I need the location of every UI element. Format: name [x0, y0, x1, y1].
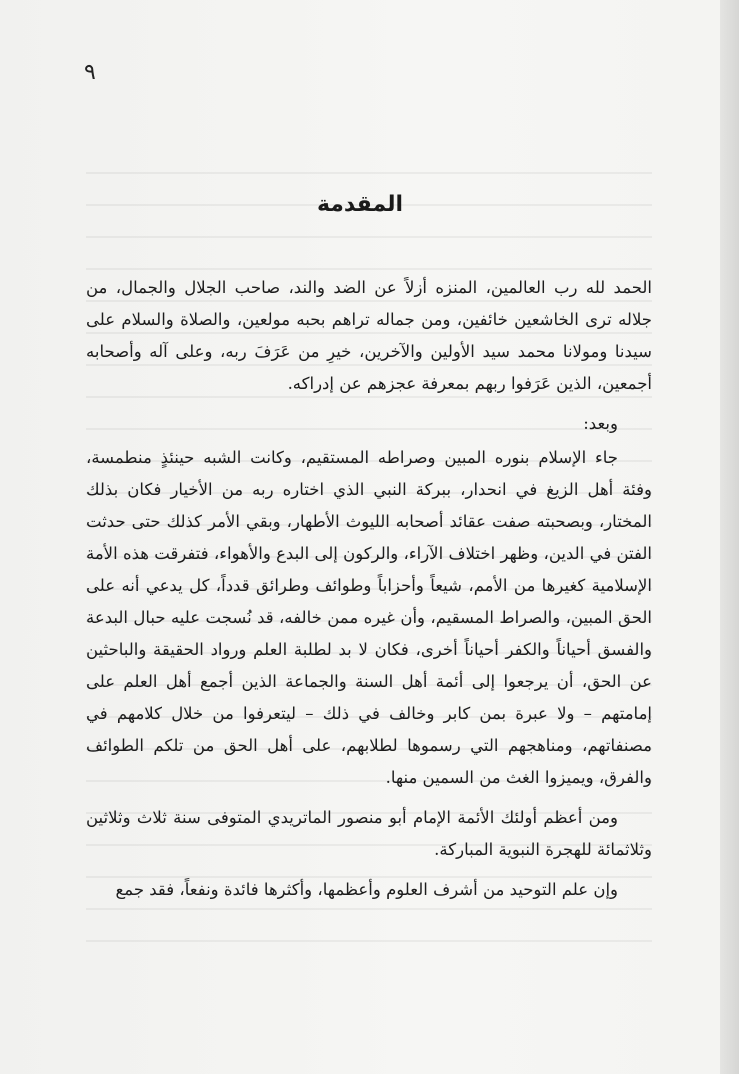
- body-text: [86, 272, 652, 914]
- page-edge: [720, 0, 739, 1074]
- paragraph-tawhid: وإن علم التوحيد من أشرف العلوم وأعظمها، وأكثرها فائدة ونفعاً، فقد جمع: [115, 880, 618, 899]
- chapter-heading: المقدمة: [316, 192, 404, 217]
- paragraph-opening: الحمد لله رب العالمين، المنزه أزلاً عن الضد والند، صاحب الجلال والجمال، من جلاله ترى الخاشعين خائفين، ومن جماله تراهم بحبه مولعين، والصلاة والسلام على سيدنا ومولانا محمد سيد الأولين والآخرين، خيرِ من عَرَفَ ربه، وعلى آله وأصحابه أجمعين، الذين عَرَفوا ربهم بمعرفة عجزهم عن إدراكه.: [86, 278, 652, 393]
- page-number: ٩: [84, 60, 96, 85]
- paragraph-wabaad: وبعد:: [583, 414, 618, 433]
- paragraph-maturidi: ومن أعظم أولئك الأئمة الإمام أبو منصور الماتريدي المتوفى سنة ثلاث وثلاثين وثلاثمائة للهجرة النبوية المباركة.: [86, 808, 652, 859]
- paragraph-main: جاء الإسلام بنوره المبين وصراطه المستقيم، وكانت الشبه حينئذٍ منطمسة، وفئة أهل الزيغ في انحدار، ببركة النبي الذي اختاره ربه من الأخيار فكان بذلك المختار، وبصحبته صفت عقائد أصحابه الليوث الأطهار، وبقي الأمر كذلك حتى حدثت الفتن في الدين، وظهر اختلاف الآراء، والركون إلى البدع والأهواء، فتفرقت هذه الأمة الإسلامية كغيرها من الأمم، شيعاً وأحزاباً وطوائف وطرائق قدداً، كل يدعي أنه على الحق المبين، والصراط المسقيم، وأن غيره ممن خالفه، قد نُسجت عليه حبال البدعة والفسق أحياناً والكفر أحياناً أخرى، فكان لا بد لطلبة العلم ورواد الحقيقة والباحثين عن الحق، أن يرجعوا إلى أئمة أهل السنة والجماعة الذين أجمع أهل العلم على إمامتهم – ولا عبرة بمن كابر وخالف في ذلك – ليتعرفوا من خلال كلامهم في مصنفاتهم، ومناهجهم التي رسموها لطلابهم، على أهل الحق من تلكم الطوائف والفرق، ويميزوا الغث من السمين منها.: [86, 448, 652, 787]
